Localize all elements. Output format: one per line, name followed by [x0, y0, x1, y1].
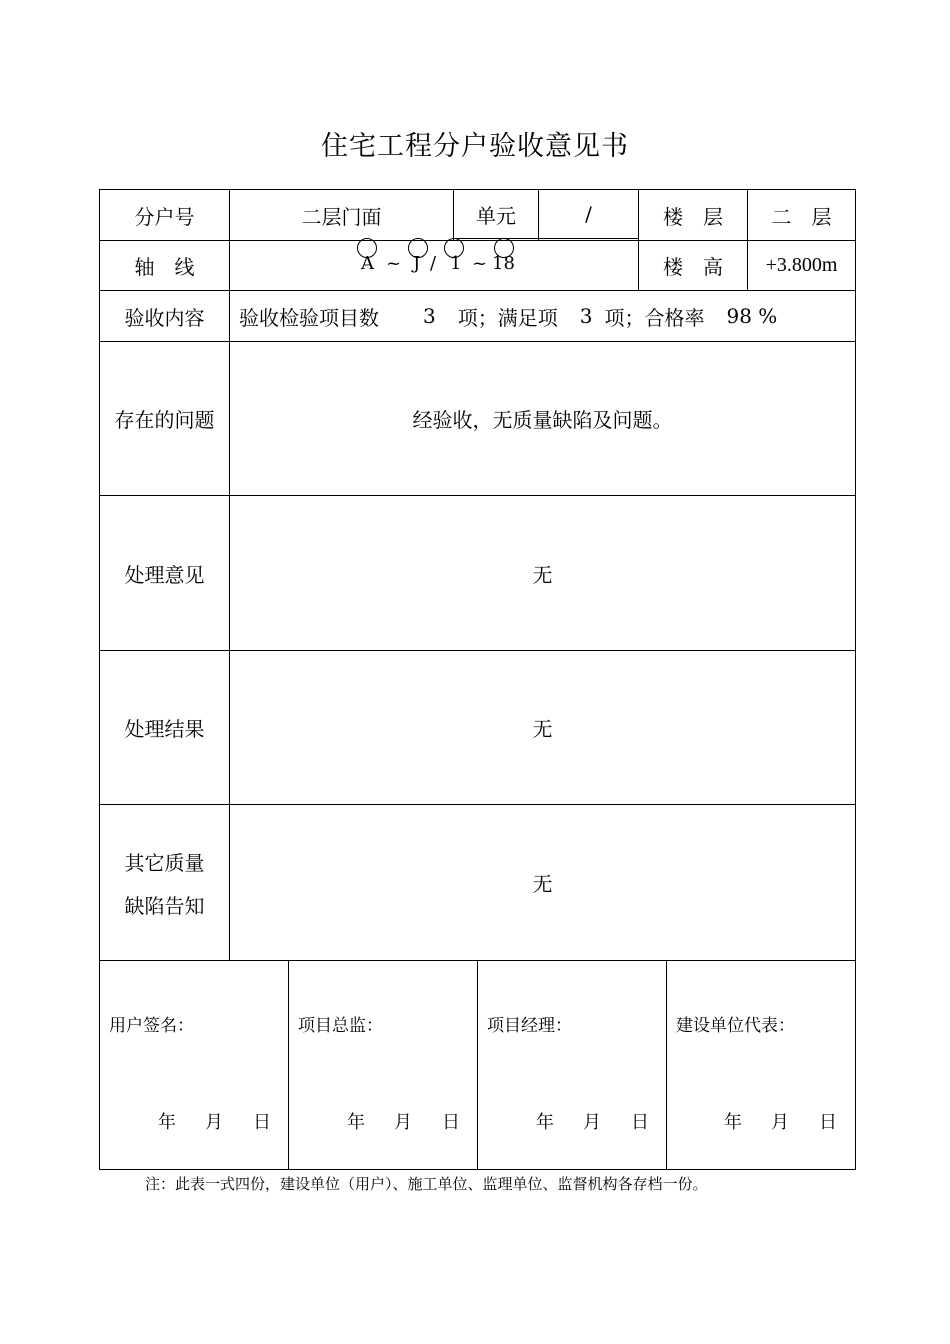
floor-value: 二 层: [771, 204, 832, 229]
opinion-label: 处理意见: [124, 562, 205, 587]
other-label-line1: 其它质量: [124, 850, 205, 875]
date-month: 月: [394, 1112, 412, 1133]
date-year: 年: [724, 1112, 742, 1133]
date-month: 月: [583, 1112, 601, 1133]
date-year: 年: [347, 1112, 365, 1133]
axis-part: ~: [472, 253, 488, 274]
axis-part: ~: [386, 253, 402, 274]
issues-value: 经验收，无质量缺陷及问题。: [412, 408, 673, 432]
axis-part: 1: [450, 253, 462, 274]
height-value: +3.800m: [765, 254, 838, 276]
household-label: 分户号: [134, 204, 195, 229]
date-year: 年: [158, 1112, 176, 1133]
project-manager-label: 项目经理：: [487, 1016, 572, 1036]
content-value: [239, 291, 777, 341]
developer-representative-label: 建设单位代表：: [676, 1016, 795, 1036]
items-count: 3: [423, 304, 436, 328]
content-label: 验收内容: [124, 305, 205, 330]
satisfied-count: 3: [579, 304, 593, 328]
chief-supervisor-label: 项目总监：: [298, 1016, 383, 1036]
unit-value: /: [585, 202, 592, 226]
axis-part: /: [430, 253, 437, 274]
issues-label: 存在的问题: [114, 408, 215, 432]
household-value: 二层门面: [301, 204, 382, 229]
date-year: 年: [536, 1112, 554, 1133]
axis-label: 轴 线: [134, 255, 195, 279]
other-label-line2: 缺陷告知: [124, 893, 205, 918]
unit-label: 单元: [476, 203, 516, 228]
items-unit: 项；满足项: [457, 305, 558, 330]
items-label: 验收检验项目数: [239, 305, 379, 330]
page-title: 住宅工程分户验收意见书: [321, 131, 629, 162]
date-day: 日: [631, 1112, 649, 1133]
height-label: 楼 高: [663, 255, 723, 279]
axis-part: A: [361, 253, 374, 274]
pass-rate: 98 %: [726, 304, 778, 328]
other-label: [100, 805, 229, 960]
floor-label: 楼 层: [663, 204, 723, 229]
date-month: 月: [205, 1112, 223, 1133]
date-day: 日: [253, 1112, 271, 1133]
result-label: 处理结果: [124, 717, 205, 741]
user-signature-label: 用户签名：: [109, 1016, 194, 1036]
other-value: 无: [532, 872, 553, 896]
result-value: 无: [532, 717, 553, 741]
date-day: 日: [819, 1112, 837, 1133]
axis-part: 18: [492, 253, 515, 274]
axis-part: J: [413, 253, 421, 274]
date-month: 月: [771, 1112, 789, 1133]
date-day: 日: [442, 1112, 460, 1133]
opinion-value: 无: [532, 562, 553, 587]
footnote: 注：此表一式四份，建设单位（用户）、施工单位、监理单位、监督机构各存档一份。: [145, 1175, 708, 1193]
satisfied-unit: 项；合格率: [604, 305, 705, 330]
